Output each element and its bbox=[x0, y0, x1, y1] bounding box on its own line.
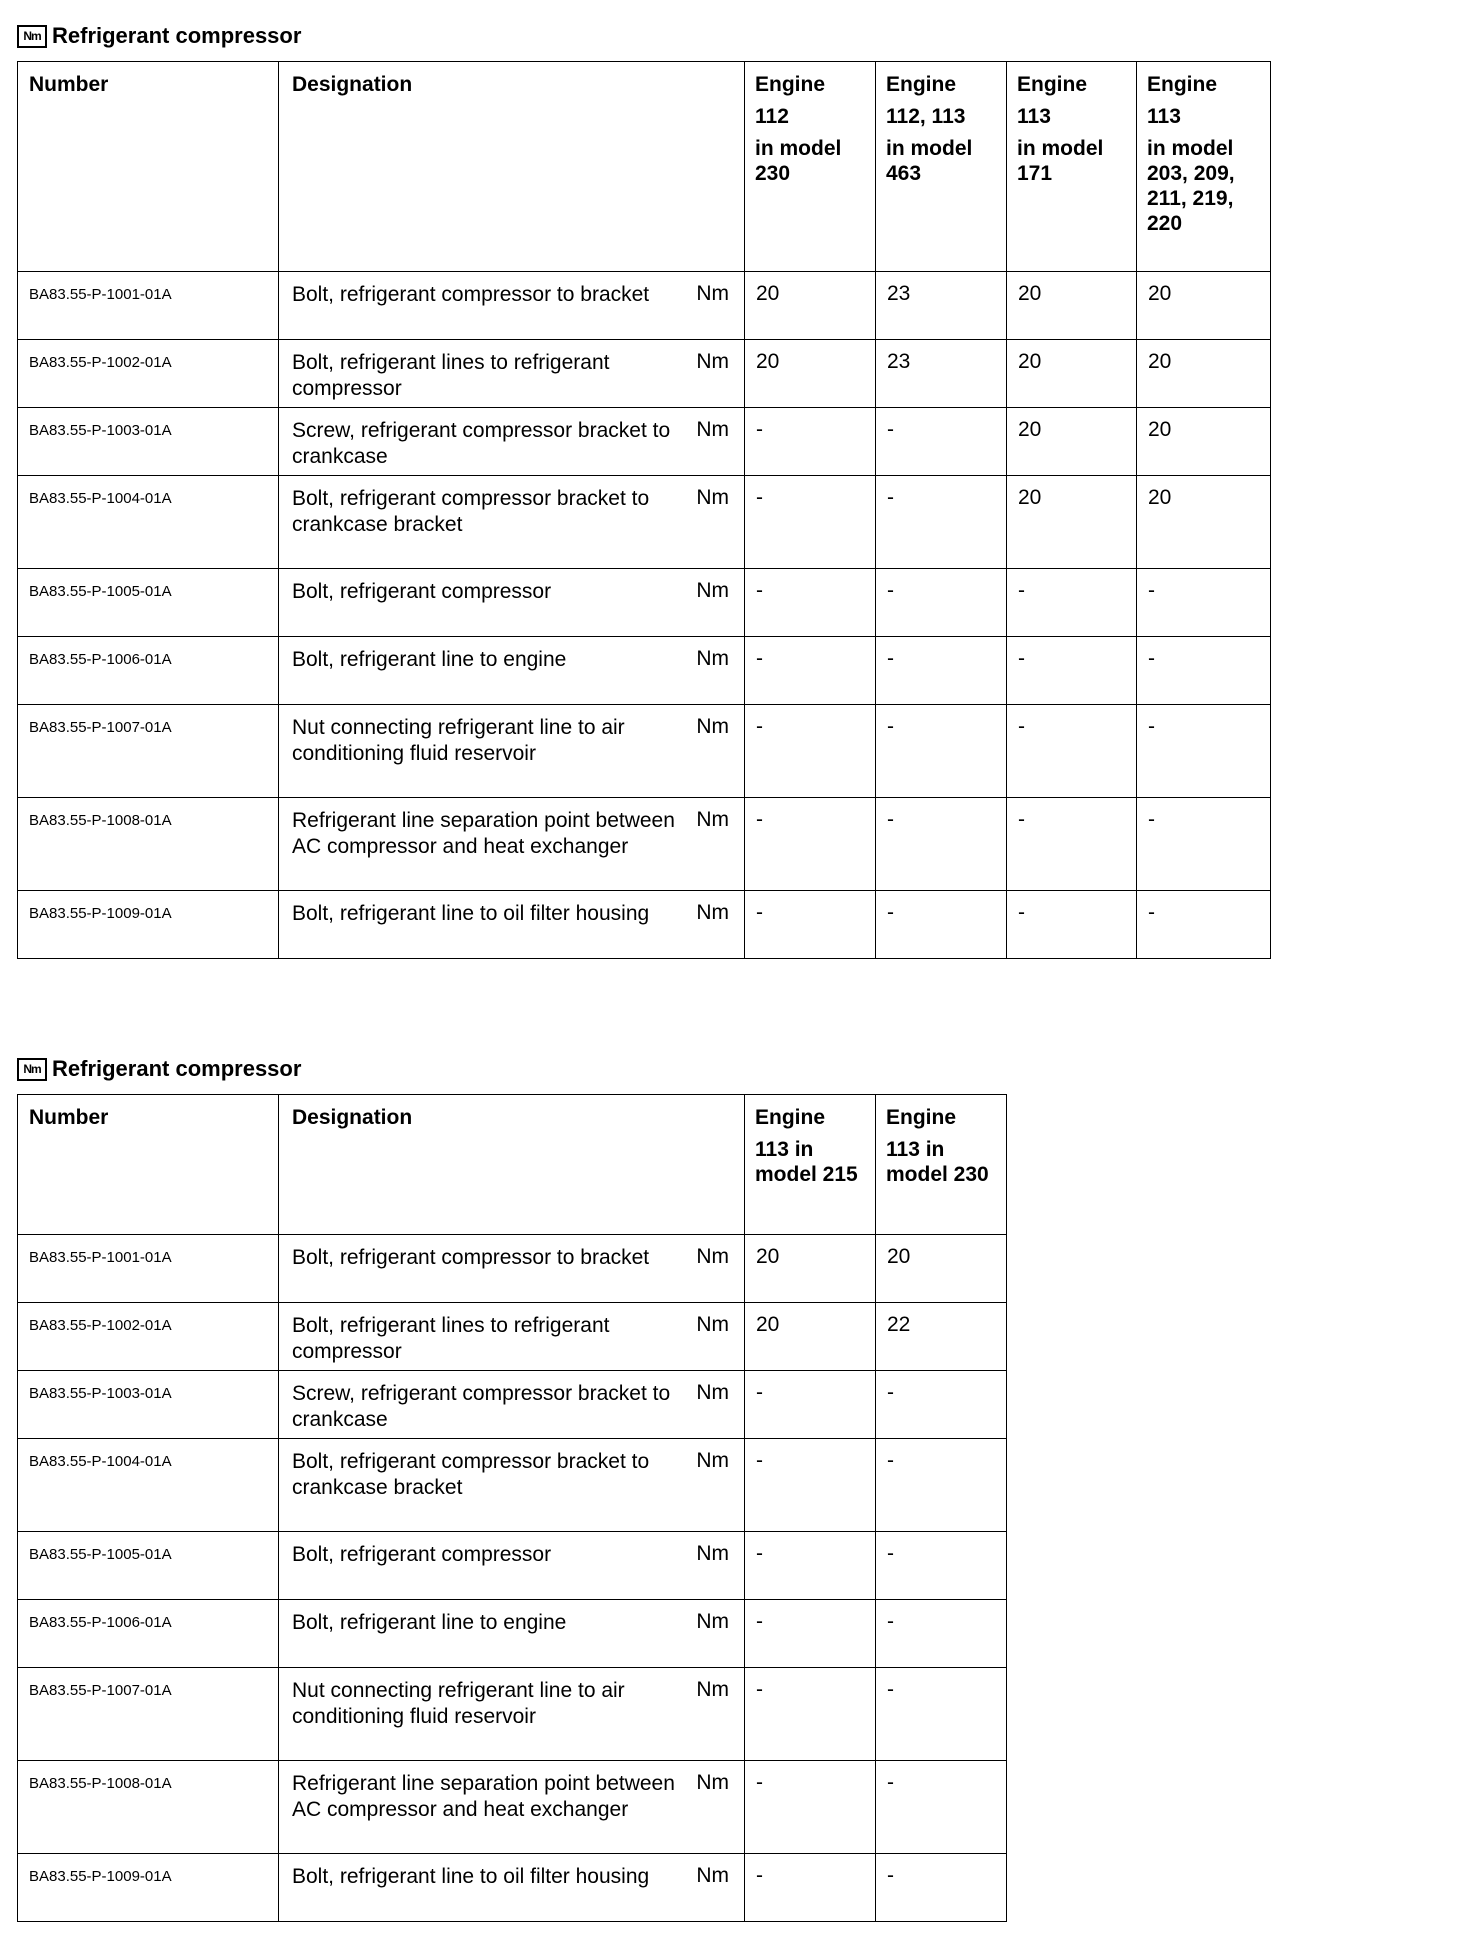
row-unit: Nm bbox=[684, 798, 745, 891]
row-designation: Bolt, refrigerant lines to refrigerant compressor bbox=[279, 340, 684, 408]
row-torque-value: - bbox=[745, 637, 876, 705]
row-number: BA83.55-P-1002-01A bbox=[18, 1303, 279, 1371]
row-designation: Refrigerant line separation point between AC compressor and heat exchanger bbox=[279, 1761, 684, 1854]
section-title: Refrigerant compressor bbox=[52, 1056, 302, 1081]
row-number: BA83.55-P-1003-01A bbox=[18, 1371, 279, 1439]
table-row bbox=[18, 340, 1271, 408]
row-number: BA83.55-P-1005-01A bbox=[18, 569, 279, 637]
row-torque-value: 23 bbox=[876, 272, 1007, 340]
row-unit: Nm bbox=[684, 1235, 745, 1303]
row-torque-value: - bbox=[745, 1761, 876, 1854]
row-torque-value: - bbox=[876, 1371, 1007, 1439]
row-designation: Screw, refrigerant compressor bracket to crankcase bbox=[279, 1371, 684, 1439]
row-number: BA83.55-P-1001-01A bbox=[18, 272, 279, 340]
header-engine: Engine 113 in model 171 bbox=[1007, 62, 1137, 272]
row-unit: Nm bbox=[684, 637, 745, 705]
row-torque-value: - bbox=[745, 408, 876, 476]
row-number: BA83.55-P-1009-01A bbox=[18, 891, 279, 959]
row-torque-value: - bbox=[876, 1854, 1007, 1922]
row-unit: Nm bbox=[684, 1371, 745, 1439]
row-torque-value: - bbox=[1007, 569, 1137, 637]
row-unit: Nm bbox=[684, 1761, 745, 1854]
row-unit: Nm bbox=[684, 272, 745, 340]
row-torque-value: 20 bbox=[1007, 272, 1137, 340]
table-row bbox=[18, 272, 1271, 340]
header-engine: Engine 113 in model 230 bbox=[876, 1095, 1007, 1235]
row-torque-value: - bbox=[876, 637, 1007, 705]
row-torque-value: - bbox=[876, 1439, 1007, 1532]
row-torque-value: - bbox=[1007, 798, 1137, 891]
row-torque-value: - bbox=[745, 798, 876, 891]
row-designation: Bolt, refrigerant line to oil filter housing bbox=[279, 1854, 684, 1922]
nm-torque-icon: Nm bbox=[17, 25, 47, 48]
row-unit: Nm bbox=[684, 476, 745, 569]
row-torque-value: - bbox=[1137, 798, 1271, 891]
header-row bbox=[18, 62, 1271, 272]
table-body bbox=[18, 272, 1271, 959]
row-torque-value: - bbox=[1137, 891, 1271, 959]
row-designation: Refrigerant line separation point between AC compressor and heat exchanger bbox=[279, 798, 684, 891]
row-torque-value: 22 bbox=[876, 1303, 1007, 1371]
row-torque-value: 20 bbox=[1007, 476, 1137, 569]
row-number: BA83.55-P-1003-01A bbox=[18, 408, 279, 476]
row-designation: Bolt, refrigerant line to oil filter housing bbox=[279, 891, 684, 959]
row-torque-value: - bbox=[1137, 637, 1271, 705]
row-designation: Nut connecting refrigerant line to air conditioning fluid reservoir bbox=[279, 1668, 684, 1761]
table-row bbox=[18, 891, 1271, 959]
row-number: BA83.55-P-1001-01A bbox=[18, 1235, 279, 1303]
table-row bbox=[18, 1761, 1007, 1854]
section-title: Refrigerant compressor bbox=[52, 23, 302, 48]
row-torque-value: - bbox=[1137, 705, 1271, 798]
row-torque-value: - bbox=[745, 891, 876, 959]
table-row bbox=[18, 476, 1271, 569]
row-torque-value: - bbox=[745, 1439, 876, 1532]
row-torque-value: 20 bbox=[745, 1303, 876, 1371]
row-unit: Nm bbox=[684, 569, 745, 637]
row-torque-value: - bbox=[876, 705, 1007, 798]
row-torque-value: 20 bbox=[1137, 408, 1271, 476]
torque-section-1 bbox=[17, 18, 1271, 959]
row-unit: Nm bbox=[684, 1600, 745, 1668]
nm-torque-icon: Nm bbox=[17, 1058, 47, 1081]
table-row bbox=[18, 408, 1271, 476]
section-title-row bbox=[17, 18, 1271, 54]
row-unit: Nm bbox=[684, 340, 745, 408]
row-number: BA83.55-P-1009-01A bbox=[18, 1854, 279, 1922]
row-designation: Bolt, refrigerant compressor to bracket bbox=[279, 272, 684, 340]
row-torque-value: 20 bbox=[876, 1235, 1007, 1303]
torque-table-2 bbox=[17, 1094, 1007, 1922]
header-engine: Engine 113 in model 215 bbox=[745, 1095, 876, 1235]
row-torque-value: - bbox=[745, 1600, 876, 1668]
row-torque-value: 20 bbox=[1137, 272, 1271, 340]
row-torque-value: - bbox=[876, 798, 1007, 891]
row-torque-value: 23 bbox=[876, 340, 1007, 408]
table-row bbox=[18, 1235, 1007, 1303]
header-number: Number bbox=[18, 62, 279, 272]
row-designation: Screw, refrigerant compressor bracket to crankcase bbox=[279, 408, 684, 476]
table-row bbox=[18, 637, 1271, 705]
header-number: Number bbox=[18, 1095, 279, 1235]
row-unit: Nm bbox=[684, 408, 745, 476]
header-designation: Designation bbox=[279, 1095, 745, 1235]
row-torque-value: 20 bbox=[1007, 408, 1137, 476]
row-torque-value: 20 bbox=[1137, 476, 1271, 569]
row-number: BA83.55-P-1004-01A bbox=[18, 476, 279, 569]
row-unit: Nm bbox=[684, 891, 745, 959]
header-engine: Engine 112, 113 in model 463 bbox=[876, 62, 1007, 272]
header-engine: Engine 113 in model 203, 209, 211, 219, 220 bbox=[1137, 62, 1271, 272]
row-torque-value: - bbox=[876, 1532, 1007, 1600]
row-number: BA83.55-P-1004-01A bbox=[18, 1439, 279, 1532]
row-designation: Bolt, refrigerant compressor bbox=[279, 569, 684, 637]
row-unit: Nm bbox=[684, 1668, 745, 1761]
section-title-row bbox=[17, 1051, 1007, 1087]
torque-section-2 bbox=[17, 1051, 1007, 1922]
row-designation: Bolt, refrigerant compressor bracket to crankcase bracket bbox=[279, 476, 684, 569]
header-designation: Designation bbox=[279, 62, 745, 272]
row-torque-value: - bbox=[876, 1668, 1007, 1761]
row-torque-value: - bbox=[876, 1761, 1007, 1854]
table-row bbox=[18, 1600, 1007, 1668]
table-row bbox=[18, 1439, 1007, 1532]
header-engine: Engine 112 in model 230 bbox=[745, 62, 876, 272]
row-number: BA83.55-P-1006-01A bbox=[18, 637, 279, 705]
row-torque-value: - bbox=[745, 476, 876, 569]
torque-table-1 bbox=[17, 61, 1271, 959]
row-torque-value: - bbox=[1007, 637, 1137, 705]
row-unit: Nm bbox=[684, 1303, 745, 1371]
row-torque-value: - bbox=[745, 569, 876, 637]
row-torque-value: 20 bbox=[745, 1235, 876, 1303]
header-row bbox=[18, 1095, 1007, 1235]
table-row bbox=[18, 1854, 1007, 1922]
row-unit: Nm bbox=[684, 1532, 745, 1600]
table-row bbox=[18, 1668, 1007, 1761]
row-torque-value: - bbox=[1007, 705, 1137, 798]
row-designation: Bolt, refrigerant compressor to bracket bbox=[279, 1235, 684, 1303]
row-unit: Nm bbox=[684, 705, 745, 798]
row-number: BA83.55-P-1008-01A bbox=[18, 798, 279, 891]
row-designation: Bolt, refrigerant line to engine bbox=[279, 637, 684, 705]
row-torque-value: 20 bbox=[1007, 340, 1137, 408]
row-designation: Bolt, refrigerant compressor bbox=[279, 1532, 684, 1600]
row-torque-value: - bbox=[876, 569, 1007, 637]
row-designation: Bolt, refrigerant lines to refrigerant compressor bbox=[279, 1303, 684, 1371]
row-designation: Nut connecting refrigerant line to air conditioning fluid reservoir bbox=[279, 705, 684, 798]
row-torque-value: - bbox=[745, 1371, 876, 1439]
row-torque-value: - bbox=[1007, 891, 1137, 959]
row-unit: Nm bbox=[684, 1439, 745, 1532]
row-unit: Nm bbox=[684, 1854, 745, 1922]
table-row bbox=[18, 569, 1271, 637]
row-number: BA83.55-P-1005-01A bbox=[18, 1532, 279, 1600]
table-body bbox=[18, 1235, 1007, 1922]
row-torque-value: 20 bbox=[1137, 340, 1271, 408]
row-torque-value: - bbox=[876, 408, 1007, 476]
row-number: BA83.55-P-1002-01A bbox=[18, 340, 279, 408]
row-torque-value: 20 bbox=[745, 340, 876, 408]
row-number: BA83.55-P-1006-01A bbox=[18, 1600, 279, 1668]
table-row bbox=[18, 1303, 1007, 1371]
row-torque-value: - bbox=[876, 891, 1007, 959]
row-torque-value: - bbox=[745, 705, 876, 798]
row-number: BA83.55-P-1008-01A bbox=[18, 1761, 279, 1854]
row-torque-value: - bbox=[745, 1532, 876, 1600]
table-row bbox=[18, 798, 1271, 891]
row-number: BA83.55-P-1007-01A bbox=[18, 705, 279, 798]
row-torque-value: - bbox=[745, 1854, 876, 1922]
row-torque-value: - bbox=[876, 1600, 1007, 1668]
row-designation: Bolt, refrigerant line to engine bbox=[279, 1600, 684, 1668]
row-designation: Bolt, refrigerant compressor bracket to crankcase bracket bbox=[279, 1439, 684, 1532]
row-torque-value: - bbox=[1137, 569, 1271, 637]
table-row bbox=[18, 705, 1271, 798]
table-row bbox=[18, 1371, 1007, 1439]
row-torque-value: 20 bbox=[745, 272, 876, 340]
row-torque-value: - bbox=[745, 1668, 876, 1761]
table-row bbox=[18, 1532, 1007, 1600]
row-number: BA83.55-P-1007-01A bbox=[18, 1668, 279, 1761]
row-torque-value: - bbox=[876, 476, 1007, 569]
